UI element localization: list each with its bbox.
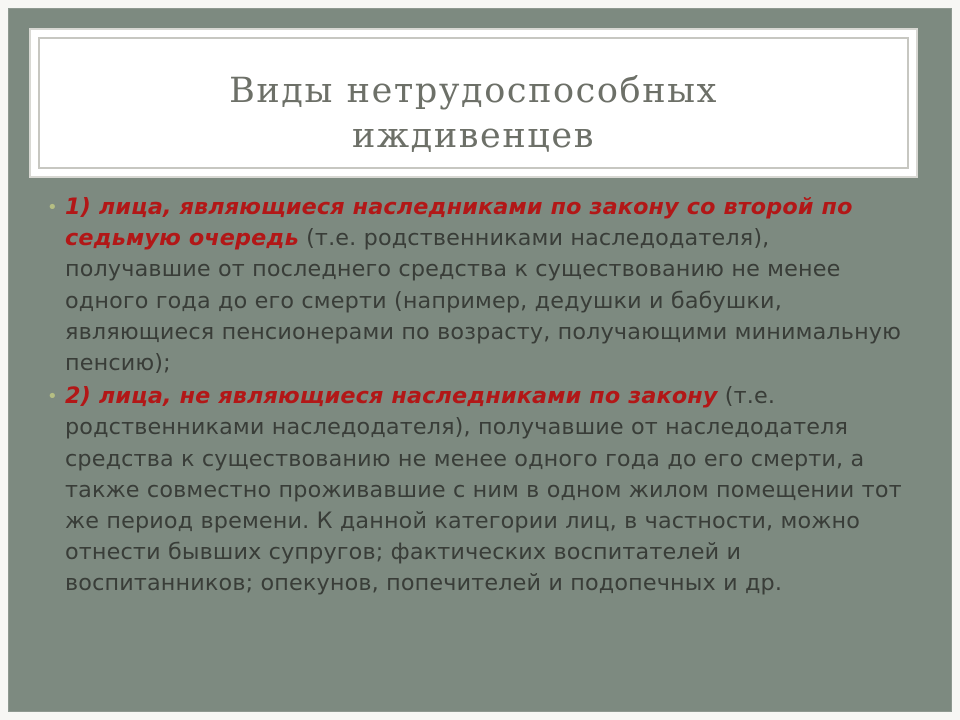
category-description: (т.е. родственниками наследодателя), получавшие от наследодателя средства к существованию не менее одного года до его смерти, а также совместно проживавшие с ним в одном жилом помещении тот же период времени. К данной категории лиц, в частности, можно отнести бывших супругов; фактических воспитателей и воспитанников; опекунов, попечителей и подопечных и др. bbox=[65, 383, 902, 597]
slide-content bbox=[46, 192, 912, 702]
list-item-second bbox=[46, 381, 912, 599]
bullet-icon: • bbox=[47, 197, 58, 218]
list-item-text bbox=[65, 381, 912, 599]
presentation-slide bbox=[8, 8, 952, 712]
bullet-icon: • bbox=[47, 386, 58, 408]
slide-title: Виды нетрудоспособных иждивенцев bbox=[229, 71, 718, 156]
slide-title-box bbox=[29, 28, 918, 178]
list-item-first bbox=[46, 192, 912, 379]
list-item-text bbox=[65, 192, 912, 379]
category-description: (т.е. родственниками наследодателя), получавшие от последнего средства к существованию не менее одного года до его смерти (например, дедушки и бабушки, являющиеся пенсионерами по возрасту, получающими минимальную пенсию); bbox=[65, 225, 902, 377]
highlighted-category: 1) лица, являющиеся наследниками по закону со второй по седьмую очередь bbox=[65, 194, 853, 252]
highlighted-category: 2) лица, не являющиеся наследниками по закону bbox=[65, 383, 718, 410]
